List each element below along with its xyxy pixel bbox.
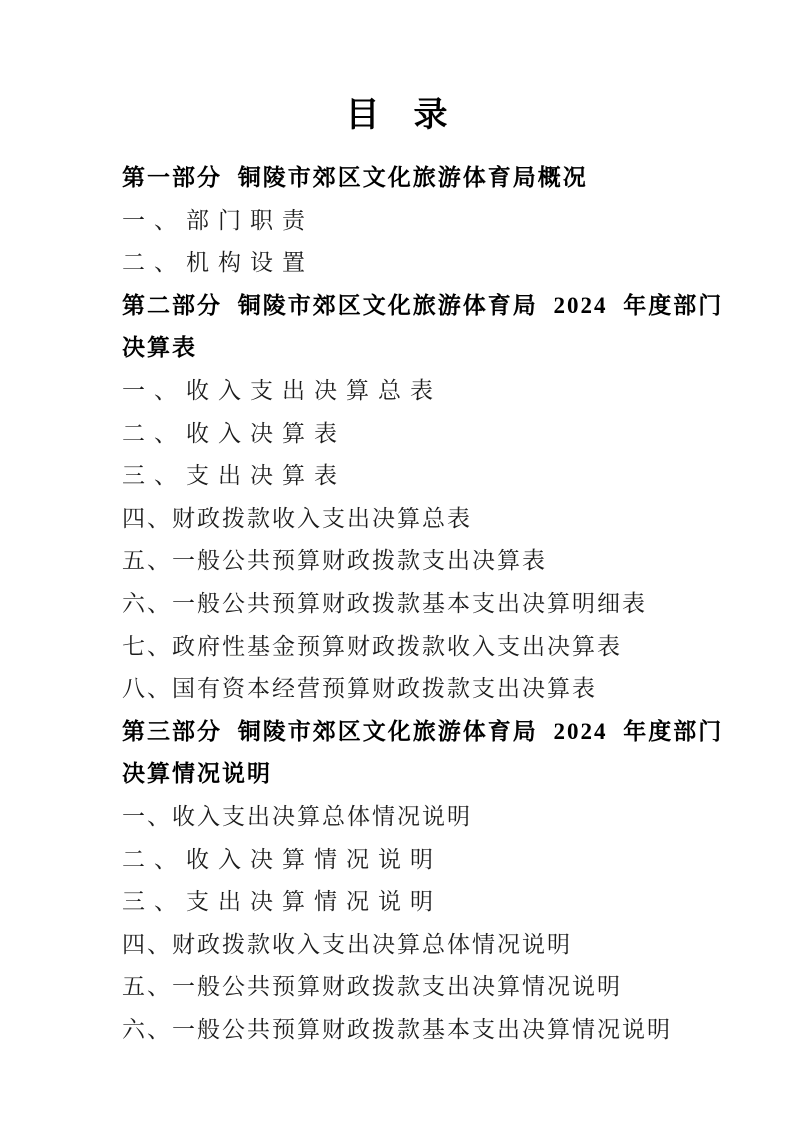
toc-item: 六、一般公共预算财政拨款基本支出决算明细表 (122, 590, 647, 616)
toc-item: 一、收入支出决算总体情况说明 (122, 803, 472, 829)
section-heading-line: 第二部分 铜陵市郊区文化旅游体育局 2024 年度部门 (122, 292, 724, 318)
toc-item: 八、国有资本经营预算财政拨款支出决算表 (122, 676, 597, 702)
toc-item: 一、部门职责 (122, 207, 314, 233)
toc-item: 二、机构设置 (122, 250, 314, 276)
toc-item: 三、支出决算情况说明 (122, 889, 442, 915)
toc-item: 三、支出决算表 (122, 463, 346, 489)
toc-item: 六、一般公共预算财政拨款基本支出决算情况说明 (122, 1016, 672, 1042)
table-of-contents (0, 157, 793, 1051)
section-heading-line: 决算情况说明 (122, 761, 272, 787)
section-heading-line: 第一部分 铜陵市郊区文化旅游体育局概况 (122, 165, 588, 190)
page-title: 目 录 (345, 97, 448, 134)
toc-item: 四、财政拨款收入支出决算总体情况说明 (122, 931, 572, 957)
toc-item: 二、收入决算表 (122, 420, 346, 446)
toc-item: 七、政府性基金预算财政拨款收入支出决算表 (122, 633, 622, 659)
toc-item: 五、一般公共预算财政拨款支出决算表 (122, 548, 547, 574)
toc-item: 四、财政拨款收入支出决算总表 (122, 505, 472, 531)
toc-item: 五、一般公共预算财政拨款支出决算情况说明 (122, 974, 622, 1000)
section-heading-line: 决算表 (122, 335, 197, 361)
toc-item: 一、收入支出决算总表 (122, 377, 442, 403)
toc-item: 二、收入决算情况说明 (122, 846, 442, 872)
section-heading-line: 第三部分 铜陵市郊区文化旅游体育局 2024 年度部门 (122, 718, 724, 744)
